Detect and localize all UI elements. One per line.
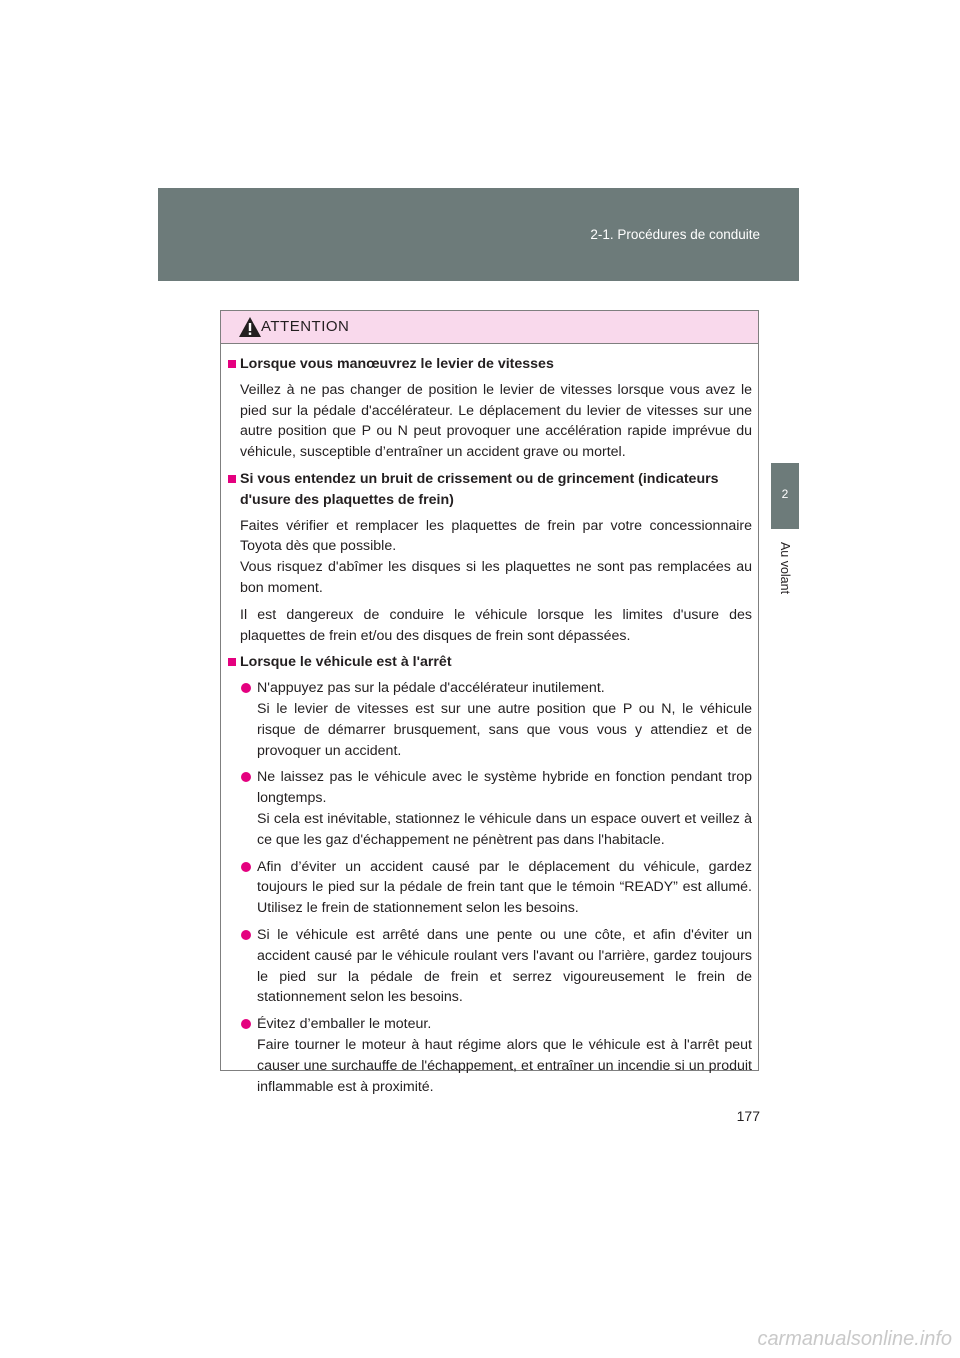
watermark: carmanualsonline.info [757,1328,952,1350]
square-bullet-icon [228,360,236,368]
list-item: Ne laissez pas le véhicule avec le système hybride en fonction pendant trop longtemps. Si cela est inévitable, stationnez le véhicule dans un espace ouvert et veillez à ce que les gaz d'échappement ne pénètrent pas dans l'habitacle. [228,767,752,850]
warning-header [221,311,758,344]
list-item: Si le véhicule est arrêté dans une pente ou une côte, et afin d'éviter un accident causé par le véhicule roulant vers l'avant ou l'arrière, gardez toujours le pied sur la pédale de frein et serrez vigoureusement le frein de stationnement selon les besoins. [228,925,752,1008]
section-title: 2-1. Procédures de conduite [590,227,760,242]
chapter-label: Au volant [778,541,792,595]
chapter-header-band [158,188,799,281]
list-item: Afin d’éviter un accident causé par le déplacement du véhicule, gardez toujours le pied sur la pédale de frein tant que le témoin “READY” est allumé. Utilisez le frein de stationnement selon les besoins. [228,857,752,919]
section-heading: Lorsque vous manœuvrez le levier de vitesses [228,354,752,375]
chapter-tab [771,463,799,529]
warning-body [221,344,758,1097]
paragraph: Veillez à ne pas changer de position le levier de vitesses lorsque vous avez le pied sur la pédale d'accélérateur. Le déplacement du levier de vitesses sur une autre position que P ou N peut provoquer une accélération rapide imprévue du véhicule, susceptible d’entraîner un accident grave ou mortel. [240,381,752,461]
paragraph: Faites vérifier et remplacer les plaquettes de frein par votre concessionnaire Toyota dès que possible. Vous risquez d'abîmer les disques si les plaquettes ne sont pas remplacées au bon moment. [240,517,752,596]
circle-bullet-icon [241,930,251,940]
chapter-number: 2 [781,487,789,501]
list-item: N'appuyez pas sur la pédale d'accélérateur inutilement. Si le levier de vitesses est sur une autre position que P ou N, le véhicule risque de démarrer brusquement, sans que vous vous y attendiez et de provoquer un accident. [228,678,752,761]
circle-bullet-icon [241,683,251,693]
warning-box [220,310,759,1095]
circle-bullet-icon [241,772,251,782]
page-number: 177 [736,1108,760,1124]
section-heading: Lorsque le véhicule est à l'arrêt [228,652,752,673]
section-heading: Si vous entendez un bruit de crissement ou de grincement (indicateurs d'usure des plaquettes de frein) [228,469,752,511]
square-bullet-icon [228,658,236,666]
list-item: Évitez d’emballer le moteur. Faire tourner le moteur à haut régime alors que le véhicule est à l'arrêt peut causer une surchauffe de l'échappement, et entraîner un incendie si un produit inflammable est à proximité. [228,1014,752,1097]
warning-triangle-icon [238,316,262,338]
circle-bullet-icon [241,1019,251,1029]
warning-title: ATTENTION [261,318,350,335]
circle-bullet-icon [241,862,251,872]
square-bullet-icon [228,475,236,483]
paragraph: Il est dangereux de conduire le véhicule lorsque les limites d'usure des plaquettes de frein et/ou des disques de frein sont dépassées. [240,606,752,644]
